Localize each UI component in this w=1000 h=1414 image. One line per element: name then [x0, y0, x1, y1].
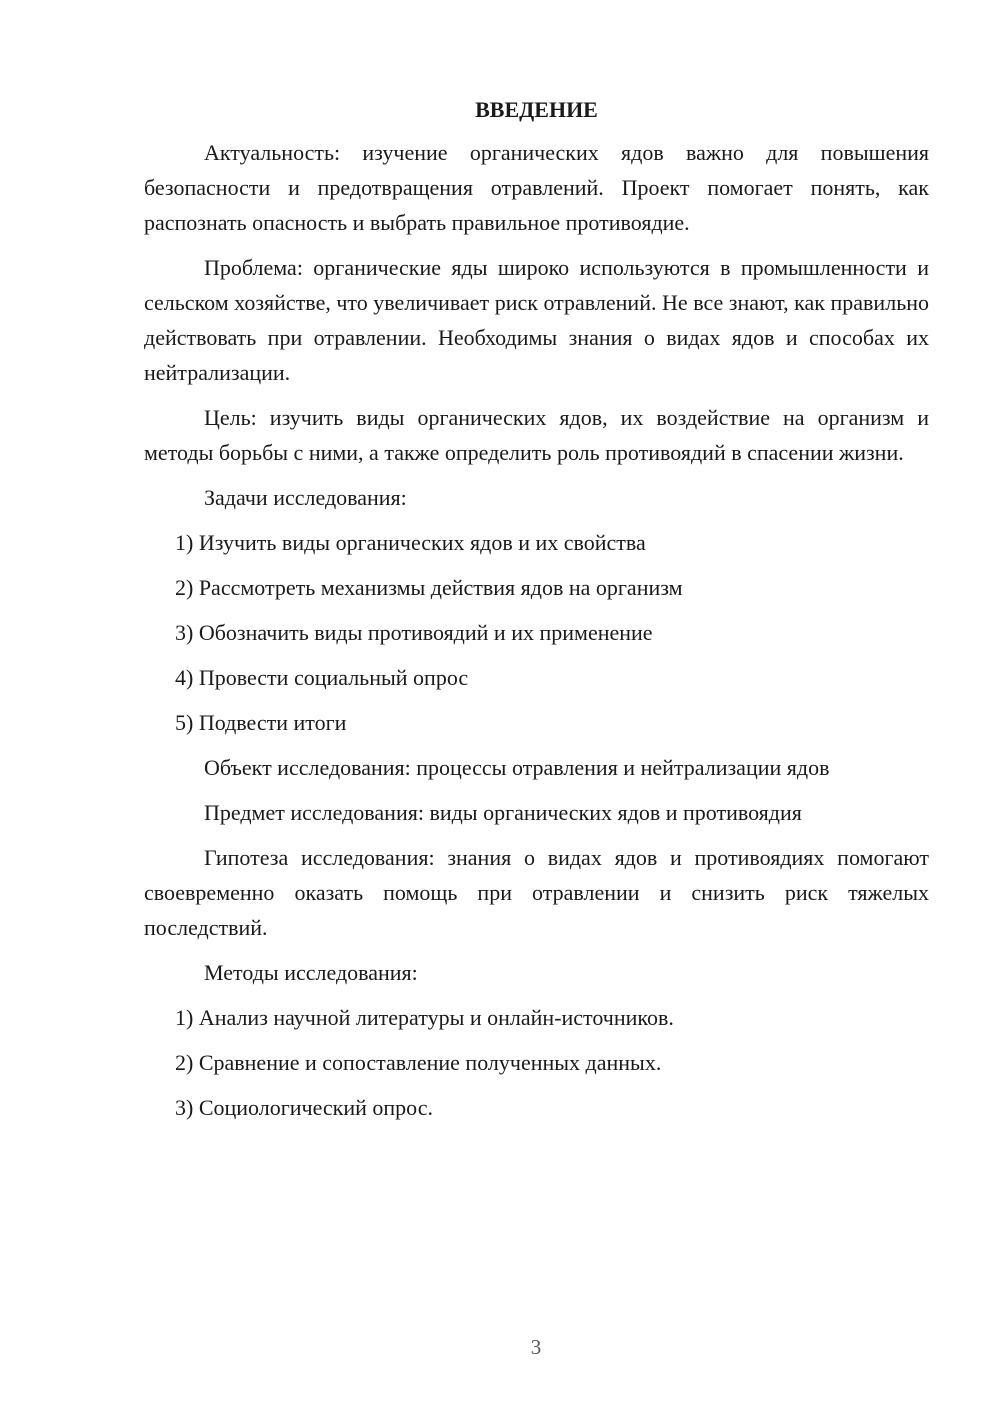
task-item: 3) Обозначить виды противоядий и их применение [175, 620, 653, 645]
method-item: 3) Социологический опрос. [175, 1095, 433, 1120]
methods-heading: Методы исследования: [204, 960, 418, 985]
problem-paragraph: Проблема: органические яды широко используются в промышленности и сельском хозяйстве, что увеличивает риск отравлений. Не все знают, как правильно действовать при отравлении. Необходимы знания о видах ядов и способах их нейтрализации. [144, 255, 929, 385]
hypothesis-paragraph: Гипотеза исследования: знания о видах ядов и противоядиях помогают своевременно оказать помощь при отравлении и снизить риск тяжелых последствий. [144, 845, 929, 940]
research-subject: Предмет исследования: виды органических ядов и противоядия [204, 800, 802, 825]
method-item: 1) Анализ научной литературы и онлайн-источников. [175, 1005, 674, 1030]
goal-paragraph: Цель: изучить виды органических ядов, их воздействие на организм и методы борьбы с ними, а также определить роль противоядий в спасении жизни. [144, 405, 929, 465]
research-object: Объект исследования: процессы отравления и нейтрализации ядов [204, 755, 830, 780]
method-item: 2) Сравнение и сопоставление полученных данных. [175, 1050, 662, 1075]
page-number: 3 [530, 1335, 542, 1359]
task-item: 5) Подвести итоги [175, 710, 347, 735]
task-item: 4) Провести социальный опрос [175, 665, 469, 690]
task-item: 1) Изучить виды органических ядов и их свойства [175, 530, 646, 555]
page-content [144, 95, 929, 1135]
tasks-heading: Задачи исследования: [204, 485, 407, 510]
page-title: ВВЕДЕНИЕ [475, 97, 598, 122]
relevance-paragraph: Актуальность: изучение органических ядов важно для повышения безопасности и предотвращения отравлений. Проект помогает понять, как распознать опасность и выбрать правильное противоядие. [144, 140, 929, 235]
task-item: 2) Рассмотреть механизмы действия ядов на организм [175, 575, 683, 600]
